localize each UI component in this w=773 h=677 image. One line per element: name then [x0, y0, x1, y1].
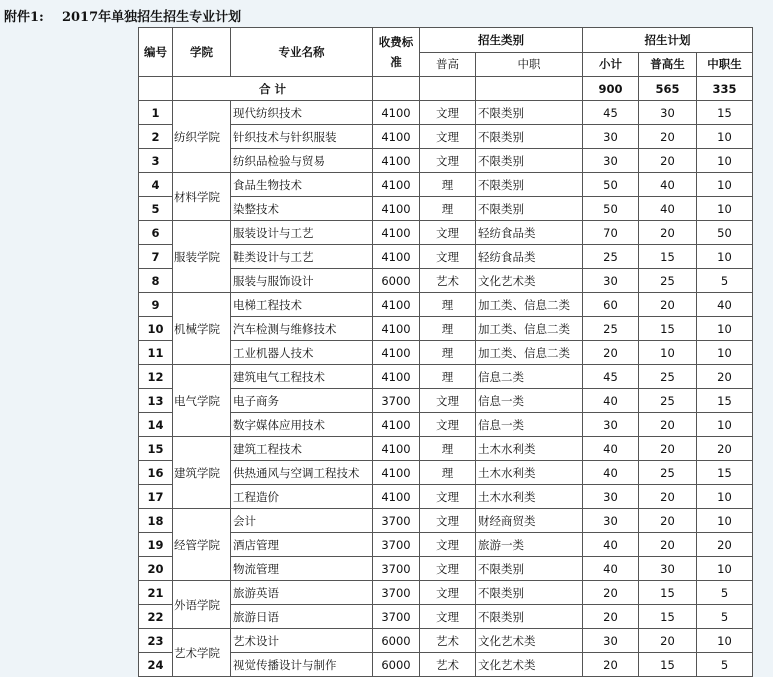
- row-vocational-count: 10: [697, 173, 753, 197]
- row-fee: 3700: [373, 533, 420, 557]
- table-row: [139, 173, 753, 197]
- row-fee: 6000: [373, 269, 420, 293]
- row-subtotal: 60: [583, 293, 639, 317]
- table-row: [139, 221, 753, 245]
- row-vocational-count: 10: [697, 509, 753, 533]
- row-general-count: 15: [639, 581, 697, 605]
- row-subtotal: 20: [583, 341, 639, 365]
- header-college: 学院: [173, 28, 231, 77]
- row-subtotal: 70: [583, 221, 639, 245]
- row-fee: 4100: [373, 437, 420, 461]
- row-fee: 6000: [373, 653, 420, 677]
- row-category-vocational: 轻纺食品类: [476, 221, 583, 245]
- row-general-count: 20: [639, 293, 697, 317]
- row-major: 工业机器人技术: [231, 341, 373, 365]
- row-number: 17: [139, 485, 173, 509]
- row-subtotal: 50: [583, 197, 639, 221]
- table-row: [139, 413, 753, 437]
- table-row: [139, 125, 753, 149]
- row-major: 染整技术: [231, 197, 373, 221]
- row-vocational-count: 10: [697, 557, 753, 581]
- row-category-vocational: 土木水利类: [476, 461, 583, 485]
- total-empty-cell: [420, 77, 476, 101]
- row-category-general: 理: [420, 293, 476, 317]
- row-category-vocational: 信息二类: [476, 365, 583, 389]
- table-row: [139, 365, 753, 389]
- row-category-vocational: 加工类、信息二类: [476, 341, 583, 365]
- row-general-count: 15: [639, 245, 697, 269]
- table-row: [139, 245, 753, 269]
- row-major: 针织技术与针织服装: [231, 125, 373, 149]
- row-category-general: 理: [420, 317, 476, 341]
- row-fee: 3700: [373, 581, 420, 605]
- table-row: [139, 149, 753, 173]
- row-general-count: 25: [639, 389, 697, 413]
- row-subtotal: 50: [583, 173, 639, 197]
- row-category-general: 文理: [420, 101, 476, 125]
- row-major: 电梯工程技术: [231, 293, 373, 317]
- row-major: 服装设计与工艺: [231, 221, 373, 245]
- row-category-vocational: 不限类别: [476, 125, 583, 149]
- row-general-count: 15: [639, 653, 697, 677]
- row-vocational-count: 10: [697, 341, 753, 365]
- header-cat-vocational: 中职: [476, 52, 583, 77]
- header-vocational-students: 中职生: [697, 52, 753, 77]
- row-number: 8: [139, 269, 173, 293]
- row-college: 纺织学院: [173, 101, 231, 173]
- row-general-count: 20: [639, 509, 697, 533]
- total-vocational: 335: [697, 77, 753, 101]
- row-category-general: 理: [420, 365, 476, 389]
- row-subtotal: 25: [583, 245, 639, 269]
- row-subtotal: 40: [583, 389, 639, 413]
- row-number: 2: [139, 125, 173, 149]
- table-row: [139, 629, 753, 653]
- row-category-general: 理: [420, 341, 476, 365]
- row-major: 现代纺织技术: [231, 101, 373, 125]
- row-fee: 3700: [373, 605, 420, 629]
- row-category-general: 文理: [420, 389, 476, 413]
- row-category-general: 文理: [420, 245, 476, 269]
- enrollment-plan-table: [138, 27, 753, 677]
- header-category: 招生类别: [420, 28, 583, 53]
- row-category-general: 文理: [420, 485, 476, 509]
- row-major: 建筑工程技术: [231, 437, 373, 461]
- row-major: 服装与服饰设计: [231, 269, 373, 293]
- row-vocational-count: 15: [697, 101, 753, 125]
- row-fee: 4100: [373, 341, 420, 365]
- row-subtotal: 40: [583, 533, 639, 557]
- row-vocational-count: 5: [697, 269, 753, 293]
- row-category-general: 艺术: [420, 629, 476, 653]
- row-category-general: 文理: [420, 533, 476, 557]
- row-number: 5: [139, 197, 173, 221]
- row-fee: 4100: [373, 245, 420, 269]
- row-category-vocational: 土木水利类: [476, 437, 583, 461]
- row-general-count: 20: [639, 437, 697, 461]
- row-vocational-count: 20: [697, 437, 753, 461]
- row-category-general: 文理: [420, 581, 476, 605]
- row-number: 19: [139, 533, 173, 557]
- row-vocational-count: 15: [697, 389, 753, 413]
- row-fee: 4100: [373, 149, 420, 173]
- row-subtotal: 20: [583, 653, 639, 677]
- row-subtotal: 30: [583, 149, 639, 173]
- table-row: [139, 317, 753, 341]
- row-category-general: 文理: [420, 221, 476, 245]
- row-vocational-count: 10: [697, 125, 753, 149]
- row-major: 建筑电气工程技术: [231, 365, 373, 389]
- row-category-general: 理: [420, 173, 476, 197]
- row-number: 7: [139, 245, 173, 269]
- row-category-general: 文理: [420, 149, 476, 173]
- row-general-count: 25: [639, 365, 697, 389]
- caption-label: 附件1:: [4, 10, 44, 25]
- row-category-general: 文理: [420, 605, 476, 629]
- row-college: 经管学院: [173, 509, 231, 581]
- table-row: [139, 581, 753, 605]
- row-category-vocational: 财经商贸类: [476, 509, 583, 533]
- table-row: [139, 341, 753, 365]
- row-general-count: 20: [639, 221, 697, 245]
- row-number: 23: [139, 629, 173, 653]
- row-fee: 4100: [373, 461, 420, 485]
- total-empty-cell: [476, 77, 583, 101]
- row-number: 1: [139, 101, 173, 125]
- row-number: 6: [139, 221, 173, 245]
- row-fee: 3700: [373, 389, 420, 413]
- table-row: [139, 269, 753, 293]
- row-subtotal: 30: [583, 125, 639, 149]
- row-number: 18: [139, 509, 173, 533]
- row-fee: 4100: [373, 101, 420, 125]
- row-general-count: 15: [639, 317, 697, 341]
- row-subtotal: 20: [583, 605, 639, 629]
- row-subtotal: 30: [583, 509, 639, 533]
- row-general-count: 20: [639, 485, 697, 509]
- row-category-general: 艺术: [420, 653, 476, 677]
- row-vocational-count: 5: [697, 581, 753, 605]
- row-number: 16: [139, 461, 173, 485]
- row-fee: 4100: [373, 317, 420, 341]
- row-vocational-count: 20: [697, 533, 753, 557]
- row-subtotal: 20: [583, 581, 639, 605]
- row-category-vocational: 信息一类: [476, 389, 583, 413]
- row-general-count: 20: [639, 629, 697, 653]
- row-vocational-count: 20: [697, 365, 753, 389]
- row-number: 10: [139, 317, 173, 341]
- row-major: 艺术设计: [231, 629, 373, 653]
- row-general-count: 10: [639, 341, 697, 365]
- row-category-vocational: 不限类别: [476, 149, 583, 173]
- row-college: 材料学院: [173, 173, 231, 221]
- total-empty-cell: [373, 77, 420, 101]
- row-college: 艺术学院: [173, 629, 231, 677]
- row-fee: 4100: [373, 197, 420, 221]
- row-college: 服装学院: [173, 221, 231, 293]
- row-category-vocational: 文化艺术类: [476, 653, 583, 677]
- row-number: 22: [139, 605, 173, 629]
- row-vocational-count: 10: [697, 317, 753, 341]
- row-fee: 4100: [373, 293, 420, 317]
- table-row: [139, 101, 753, 125]
- row-vocational-count: 10: [697, 629, 753, 653]
- row-fee: 3700: [373, 557, 420, 581]
- total-subtotal: 900: [583, 77, 639, 101]
- row-major: 视觉传播设计与制作: [231, 653, 373, 677]
- row-vocational-count: 50: [697, 221, 753, 245]
- table-row: [139, 461, 753, 485]
- row-category-general: 理: [420, 437, 476, 461]
- row-number: 11: [139, 341, 173, 365]
- table-row: [139, 293, 753, 317]
- row-subtotal: 40: [583, 557, 639, 581]
- row-major: 纺织品检验与贸易: [231, 149, 373, 173]
- row-general-count: 30: [639, 101, 697, 125]
- row-category-general: 文理: [420, 557, 476, 581]
- row-subtotal: 30: [583, 629, 639, 653]
- row-subtotal: 30: [583, 485, 639, 509]
- row-subtotal: 30: [583, 413, 639, 437]
- table-row: [139, 389, 753, 413]
- row-vocational-count: 40: [697, 293, 753, 317]
- row-vocational-count: 10: [697, 149, 753, 173]
- row-major: 旅游英语: [231, 581, 373, 605]
- row-subtotal: 40: [583, 437, 639, 461]
- row-category-vocational: 不限类别: [476, 197, 583, 221]
- row-category-general: 理: [420, 461, 476, 485]
- row-major: 酒店管理: [231, 533, 373, 557]
- row-category-vocational: 旅游一类: [476, 533, 583, 557]
- row-category-general: 文理: [420, 413, 476, 437]
- row-category-vocational: 不限类别: [476, 581, 583, 605]
- row-category-vocational: 信息一类: [476, 413, 583, 437]
- row-general-count: 30: [639, 557, 697, 581]
- table-row: [139, 533, 753, 557]
- row-category-vocational: 轻纺食品类: [476, 245, 583, 269]
- row-major: 食品生物技术: [231, 173, 373, 197]
- table-row: [139, 437, 753, 461]
- row-number: 14: [139, 413, 173, 437]
- row-subtotal: 30: [583, 269, 639, 293]
- row-college: 机械学院: [173, 293, 231, 365]
- row-category-vocational: 文化艺术类: [476, 629, 583, 653]
- row-vocational-count: 5: [697, 653, 753, 677]
- row-fee: 4100: [373, 125, 420, 149]
- row-vocational-count: 5: [697, 605, 753, 629]
- row-number: 4: [139, 173, 173, 197]
- row-fee: 4100: [373, 221, 420, 245]
- row-major: 数字媒体应用技术: [231, 413, 373, 437]
- row-subtotal: 25: [583, 317, 639, 341]
- row-fee: 3700: [373, 509, 420, 533]
- row-subtotal: 40: [583, 461, 639, 485]
- total-general: 565: [639, 77, 697, 101]
- row-major: 会计: [231, 509, 373, 533]
- row-fee: 4100: [373, 413, 420, 437]
- table-row: [139, 605, 753, 629]
- row-number: 24: [139, 653, 173, 677]
- header-no: 编号: [139, 28, 173, 77]
- row-general-count: 40: [639, 173, 697, 197]
- row-fee: 4100: [373, 485, 420, 509]
- header-subtotal: 小计: [583, 52, 639, 77]
- header-fee: 收费标准: [373, 28, 420, 77]
- header-plan: 招生计划: [583, 28, 753, 53]
- row-category-general: 艺术: [420, 269, 476, 293]
- row-category-vocational: 不限类别: [476, 605, 583, 629]
- total-row: [139, 77, 753, 101]
- row-category-vocational: 不限类别: [476, 173, 583, 197]
- row-college: 建筑学院: [173, 437, 231, 509]
- row-number: 13: [139, 389, 173, 413]
- row-major: 工程造价: [231, 485, 373, 509]
- row-category-general: 文理: [420, 509, 476, 533]
- row-number: 20: [139, 557, 173, 581]
- row-vocational-count: 10: [697, 413, 753, 437]
- row-major: 供热通风与空调工程技术: [231, 461, 373, 485]
- row-general-count: 20: [639, 149, 697, 173]
- row-major: 旅游日语: [231, 605, 373, 629]
- row-number: 9: [139, 293, 173, 317]
- row-category-general: 理: [420, 197, 476, 221]
- row-general-count: 20: [639, 125, 697, 149]
- table-row: [139, 197, 753, 221]
- row-general-count: 25: [639, 461, 697, 485]
- row-subtotal: 45: [583, 101, 639, 125]
- row-number: 3: [139, 149, 173, 173]
- row-vocational-count: 15: [697, 461, 753, 485]
- table-row: [139, 509, 753, 533]
- header-cat-general: 普高: [420, 52, 476, 77]
- row-category-vocational: 加工类、信息二类: [476, 317, 583, 341]
- row-category-vocational: 不限类别: [476, 557, 583, 581]
- row-college: 外语学院: [173, 581, 231, 629]
- table-row: [139, 485, 753, 509]
- row-general-count: 25: [639, 269, 697, 293]
- header-general-students: 普高生: [639, 52, 697, 77]
- total-empty-cell: [139, 77, 173, 101]
- row-category-vocational: 不限类别: [476, 101, 583, 125]
- row-vocational-count: 10: [697, 485, 753, 509]
- total-label: 合 计: [173, 77, 373, 101]
- row-number: 21: [139, 581, 173, 605]
- row-general-count: 15: [639, 605, 697, 629]
- header-row-1: [139, 28, 753, 53]
- row-number: 15: [139, 437, 173, 461]
- row-number: 12: [139, 365, 173, 389]
- row-fee: 6000: [373, 629, 420, 653]
- row-major: 物流管理: [231, 557, 373, 581]
- page-caption: [4, 6, 241, 25]
- row-category-vocational: 土木水利类: [476, 485, 583, 509]
- caption-title: 2017年单独招生招生专业计划: [61, 10, 242, 25]
- row-major: 鞋类设计与工艺: [231, 245, 373, 269]
- header-major: 专业名称: [231, 28, 373, 77]
- row-general-count: 20: [639, 413, 697, 437]
- row-vocational-count: 10: [697, 245, 753, 269]
- row-fee: 4100: [373, 173, 420, 197]
- row-category-vocational: 文化艺术类: [476, 269, 583, 293]
- row-fee: 4100: [373, 365, 420, 389]
- row-general-count: 40: [639, 197, 697, 221]
- row-vocational-count: 10: [697, 197, 753, 221]
- row-subtotal: 45: [583, 365, 639, 389]
- row-college: 电气学院: [173, 365, 231, 437]
- table-row: [139, 557, 753, 581]
- row-general-count: 20: [639, 533, 697, 557]
- row-major: 汽车检测与维修技术: [231, 317, 373, 341]
- row-category-vocational: 加工类、信息二类: [476, 293, 583, 317]
- row-category-general: 文理: [420, 125, 476, 149]
- row-major: 电子商务: [231, 389, 373, 413]
